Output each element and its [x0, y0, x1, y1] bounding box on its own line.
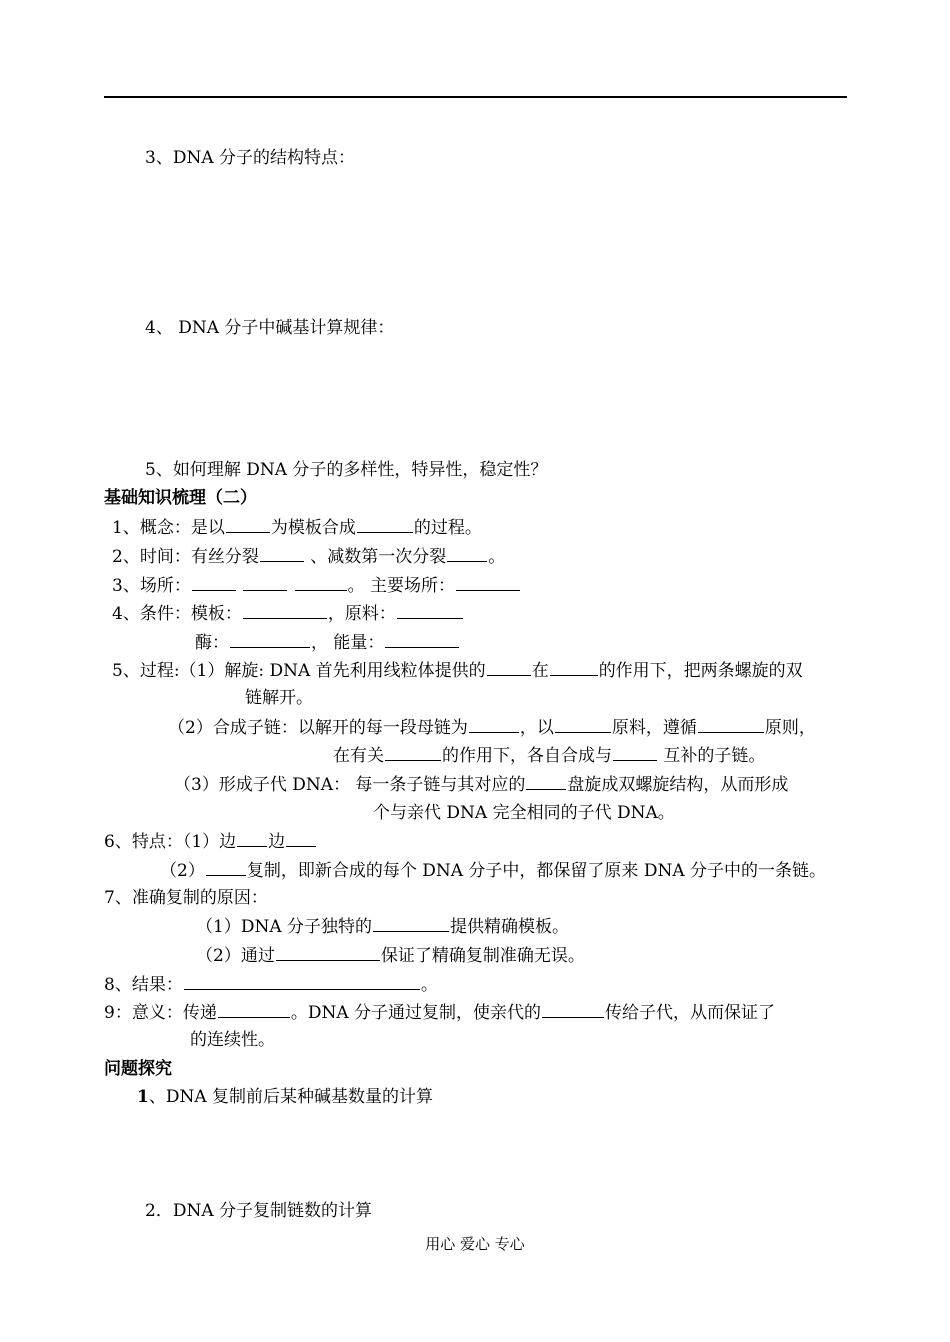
fill-blank[interactable]: [243, 602, 327, 619]
item-text: 。 主要场所：: [347, 576, 456, 596]
item-conditions-2: [195, 631, 460, 654]
item-text: （2）合成子链：以解开的每一段母链为: [168, 718, 468, 738]
header-rule: [104, 96, 847, 98]
fill-blank[interactable]: [487, 659, 531, 676]
item-text: 酶：: [195, 633, 229, 653]
item-text: 原则，: [764, 718, 816, 738]
item-accuracy-1: [196, 915, 569, 938]
item-text: 9：意义：传递: [104, 1003, 217, 1023]
fill-blank[interactable]: [192, 574, 236, 591]
item-text: 8、结果：: [104, 975, 183, 995]
item-significance: [104, 1001, 775, 1024]
item-text: 1、概念：是以: [112, 518, 225, 538]
item-process-2-cont: [333, 744, 765, 767]
item-text: 的作用下，各自合成与: [442, 746, 612, 766]
fill-blank[interactable]: [385, 631, 459, 648]
item-text: （2）通过: [196, 946, 275, 966]
inquiry-question-1: [137, 1086, 433, 1108]
item-process-1: [112, 659, 803, 682]
item-text: ，原料：: [327, 604, 396, 624]
fill-blank[interactable]: [206, 859, 246, 876]
item-features-2: [160, 859, 826, 882]
fill-blank[interactable]: [542, 1001, 604, 1018]
fill-blank[interactable]: [385, 744, 441, 761]
question-4: 4、 DNA 分子中碱基计算规律：: [145, 318, 395, 338]
section-heading-inquiry: 问题探究: [104, 1059, 172, 1079]
item-text: 5、过程:（1）解旋: DNA 首先利用线粒体提供的: [112, 661, 486, 681]
item-text: （2）: [160, 861, 205, 881]
item-text: ，以: [519, 718, 554, 738]
fill-blank[interactable]: [456, 574, 520, 591]
fill-blank[interactable]: [698, 716, 764, 733]
fill-blank[interactable]: [555, 716, 611, 733]
item-text: 。: [420, 975, 438, 995]
item-time: [112, 545, 505, 568]
item-location: [112, 574, 521, 597]
fill-blank[interactable]: [237, 830, 267, 847]
item-result: [104, 973, 438, 996]
item-text: 复制，即新合成的每个 DNA 分子中，都保留了原来 DNA 分子中的一条链。: [246, 861, 827, 881]
item-text: 2、时间：有丝分裂: [112, 547, 259, 567]
item-accuracy-2: [196, 944, 585, 967]
item-text: 的作用下，把两条螺旋的双: [598, 661, 803, 681]
item-text: 原料，遵循: [611, 718, 697, 738]
fill-blank[interactable]: [295, 574, 347, 591]
item-process-1-cont: 链解开。: [245, 688, 313, 708]
item-text: 的过程。: [413, 518, 482, 538]
item-text: 在: [531, 661, 549, 681]
item-conditions: [112, 602, 464, 625]
fill-blank[interactable]: [357, 516, 413, 533]
item-text: 互补的子链。: [658, 746, 766, 766]
question-text: 、DNA 复制前后某种碱基数量的计算: [148, 1087, 434, 1107]
item-text: （3）形成子代 DNA： 每一条子链与其对应的: [174, 775, 526, 795]
item-text: 4、条件：模板：: [112, 604, 242, 624]
item-text: 边: [268, 832, 286, 852]
item-text: 盘旋成双螺旋结构，从而形成: [567, 775, 789, 795]
question-3: 3、DNA 分子的结构特点：: [145, 148, 356, 168]
item-features: [104, 830, 317, 853]
item-accuracy: 7、准确复制的原因：: [104, 888, 268, 908]
question-5: 5、如何理解 DNA 分子的多样性，特异性，稳定性？: [145, 460, 548, 480]
item-text: 。: [488, 547, 506, 567]
inquiry-question-2: 2．DNA 分子复制链数的计算: [145, 1201, 373, 1221]
item-process-3: [174, 773, 788, 796]
item-process-2: [168, 716, 816, 739]
section-heading-basics-2: 基础知识梳理（二）: [104, 488, 257, 508]
question-number: 1: [137, 1087, 149, 1107]
fill-blank[interactable]: [613, 744, 657, 761]
item-process-3-cont: 个与亲代 DNA 完全相同的子代 DNA。: [373, 803, 675, 823]
fill-blank[interactable]: [226, 516, 270, 533]
fill-blank[interactable]: [469, 716, 519, 733]
item-text: 、减数第一次分裂: [304, 547, 447, 567]
item-text: 。DNA 分子通过复制，使亲代的: [290, 1003, 542, 1023]
item-text: 3、场所：: [112, 576, 191, 596]
fill-blank[interactable]: [526, 773, 566, 790]
item-text: 在有关: [333, 746, 384, 766]
item-text: 传给子代，从而保证了: [605, 1003, 776, 1023]
fill-blank[interactable]: [218, 1001, 290, 1018]
item-significance-cont: 的连续性。: [190, 1030, 275, 1050]
fill-blank[interactable]: [397, 602, 463, 619]
fill-blank[interactable]: [276, 944, 380, 961]
fill-blank[interactable]: [447, 545, 487, 562]
fill-blank[interactable]: [373, 915, 449, 932]
page-footer: 用心 爱心 专心: [425, 1235, 525, 1253]
item-text: 为模板合成: [270, 518, 356, 538]
item-text: ， 能量：: [311, 633, 385, 653]
item-text: （1）DNA 分子独特的: [196, 917, 373, 937]
item-text: 6、特点：（1）边: [104, 832, 237, 852]
item-concept: [112, 516, 482, 539]
fill-blank[interactable]: [243, 574, 287, 591]
fill-blank[interactable]: [184, 973, 420, 990]
item-text: 保证了精确复制准确无误。: [380, 946, 585, 966]
fill-blank[interactable]: [230, 631, 310, 648]
fill-blank[interactable]: [286, 830, 316, 847]
fill-blank[interactable]: [550, 659, 598, 676]
item-text: 提供精确模板。: [450, 917, 570, 937]
fill-blank[interactable]: [260, 545, 304, 562]
